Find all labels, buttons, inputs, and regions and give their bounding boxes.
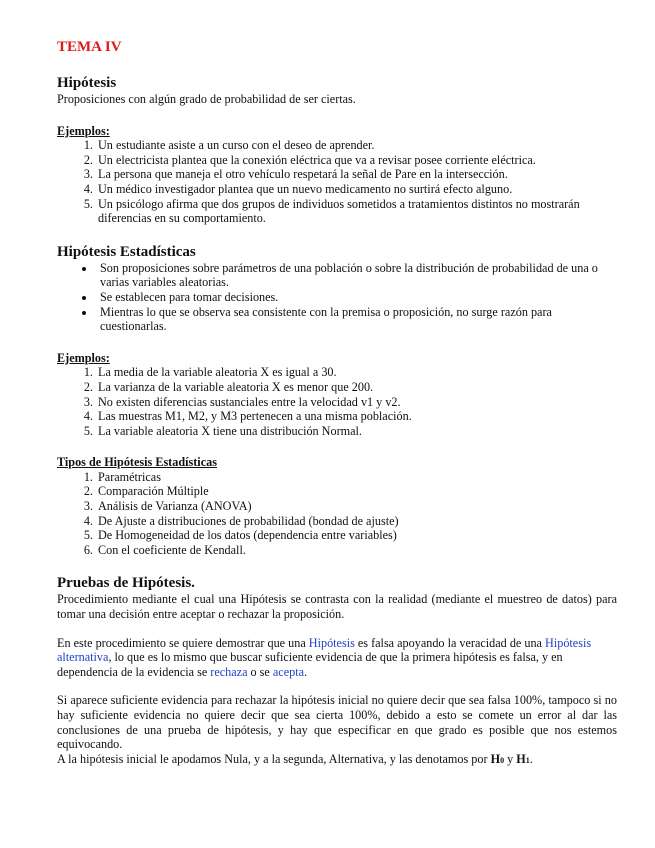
list-item: 5. La variable aleatoria X tiene una distribución Normal. (96, 424, 617, 439)
list-item: 4. De Ajuste a distribuciones de probabilidad (bondad de ajuste) (96, 514, 617, 529)
document-page (57, 38, 617, 768)
p2-text-c: , lo que es lo mismo que buscar suficiente evidencia de que la primera hipótesis es falsa, y en dependencia de la evidencia se (57, 650, 563, 679)
ejemplos1-list (57, 138, 617, 226)
list-item: 6. Con el coeficiente de Kendall. (96, 543, 617, 558)
tema-heading: TEMA IV (57, 39, 122, 55)
pruebas-paragraph-2 (57, 636, 617, 680)
ejemplos2-list (57, 365, 617, 438)
list-item: 1. La media de la variable aleatoria X es igual a 30. (96, 365, 617, 380)
list-item: 2. Comparación Múltiple (96, 484, 617, 499)
hipotesis-link[interactable]: Hipótesis (308, 635, 355, 650)
p4-text-c: . (529, 751, 533, 766)
list-item: 5. De Homogeneidad de los datos (dependencia entre variables) (96, 528, 617, 543)
list-item: 3. No existen diferencias sustanciales entre la velocidad v1 y v2. (96, 395, 617, 410)
h0-letter: H (490, 751, 501, 766)
list-item: 3. La persona que maneja el otro vehículo respetará la señal de Pare en la intersección. (96, 167, 617, 182)
tipos-label: Tipos de Hipótesis Estadísticas (57, 455, 217, 470)
rechaza-link[interactable]: rechaza (210, 664, 248, 679)
p2-text-e: . (304, 664, 308, 679)
h1-subscript: 1 (525, 755, 530, 765)
estadisticas-title: Hipótesis Estadísticas (57, 243, 196, 260)
list-item: • Son proposiciones sobre parámetros de una población o sobre la distribución de probabilidad de una o varias variables aleatorias. (96, 261, 617, 290)
list-item: 5. Un psicólogo afirma que dos grupos de individuos sometidos a tratamientos distintos no mostrarán diferencias en su comportamiento. (96, 197, 617, 226)
ejemplos2-label: Ejemplos: (57, 350, 110, 365)
p4-text-a: A la hipótesis inicial le apodamos Nula, y a la segunda, Alternativa, y las denotamos por (57, 751, 491, 766)
list-item: 4. Las muestras M1, M2, y M3 pertenecen a una misma población. (96, 409, 617, 424)
p4-text-b: y (504, 751, 517, 766)
acepta-link[interactable]: acepta (272, 664, 304, 679)
hipotesis-alternativa-link[interactable]: Hipótesis alternativa (57, 635, 592, 665)
hipotesis-definition: Proposiciones con algún grado de probabilidad de ser ciertas. (57, 92, 356, 106)
p2-text-a: En este procedimiento se quiere demostrar que una (57, 635, 309, 650)
p2-text-d: o se (247, 664, 273, 679)
list-item: 3. Análisis de Varianza (ANOVA) (96, 499, 617, 514)
h1-symbol (516, 752, 529, 766)
list-item: 1. Paramétricas (96, 470, 617, 485)
pruebas-paragraph-1: Procedimiento mediante el cual una Hipótesis se contrasta con la realidad (mediante el muestreo de datos) para tomar una decisión entre aceptar o rechazar la proposición. (57, 592, 617, 622)
pruebas-title: Pruebas de Hipótesis. (57, 575, 195, 592)
p2-text-b: es falsa apoyando la veracidad de una (354, 635, 546, 650)
list-item: • Mientras lo que se observa sea consistente con la premisa o proposición, no surge razón para cuestionarlas. (96, 305, 617, 334)
estadisticas-bullets (57, 261, 617, 334)
h0-subscript: 0 (500, 755, 505, 765)
h1-letter: H (516, 751, 526, 766)
tipos-list (57, 470, 617, 558)
pruebas-paragraph-3: Si aparece suficiente evidencia para rechazar la hipótesis inicial no quiere decir que sea falsa 100%, tampoco si no hay suficiente evidencia no quiere decir que sea cierta 100%, debido a esto se comete un error al dar las conclusiones de una prueba de hipótesis, y hay que especificar en que grado es posible que nos estemos equivocando. (57, 693, 617, 752)
list-item: 1. Un estudiante asiste a un curso con el deseo de aprender. (96, 138, 617, 153)
hipotesis-title: Hipótesis (57, 75, 117, 91)
ejemplos1-label: Ejemplos: (57, 123, 110, 138)
list-item: 2. La varianza de la variable aleatoria X es menor que 200. (96, 380, 617, 395)
list-item: • Se establecen para tomar decisiones. (96, 290, 617, 305)
list-item: 4. Un médico investigador plantea que un nuevo medicamento no surtirá efecto alguno. (96, 182, 617, 197)
pruebas-paragraph-4 (57, 752, 617, 769)
list-item: 2. Un electricista plantea que la conexión eléctrica que va a revisar posee corriente eléctrica. (96, 153, 617, 168)
h0-symbol (491, 752, 504, 766)
